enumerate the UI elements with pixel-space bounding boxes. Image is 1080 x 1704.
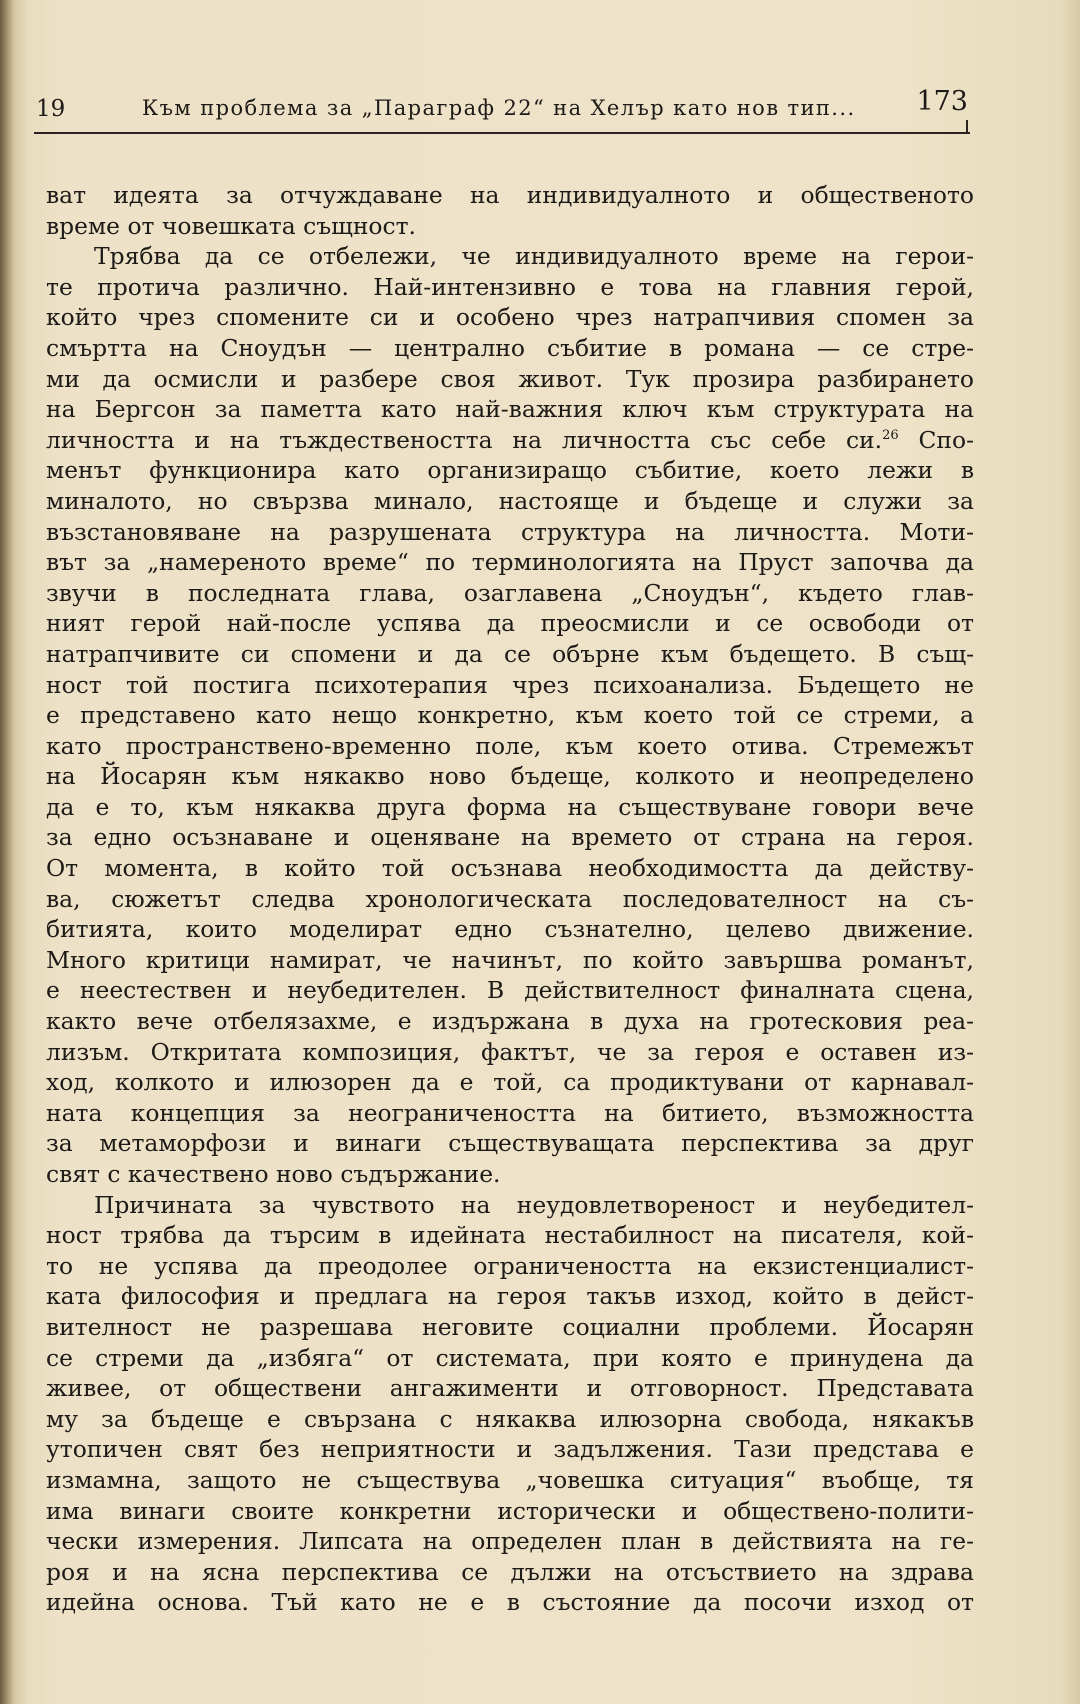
body-text	[46, 180, 974, 1618]
text-line: Трябва да се отбележи, че индивидуалното време на герои-	[94, 242, 974, 271]
text-line: ми да осмисли и разбере своя живот. Тук прозира разбирането	[46, 364, 974, 393]
text-line: натрапчивите си спомени и да се обърне към бъдещето. В същ-	[46, 639, 974, 668]
text-line: както вече отбелязахме, е издържана в духа на гротесковия реа-	[46, 1007, 974, 1036]
text-line: е представено като нещо конкретно, към което той се стреми, а	[46, 701, 974, 730]
footnote-reference: 26	[882, 427, 899, 443]
text-line: ната концепция за неограничеността на битието, възможността	[46, 1098, 974, 1127]
text-line: то не успява да преодолее ограничеността на екзистенциалист-	[46, 1251, 974, 1280]
running-title: Към проблема за „Параграф 22“ на Хелър като нов тип...	[142, 96, 856, 120]
text-line: идейна основа. Тъй като не е в състояние да посочи изход от	[46, 1588, 974, 1617]
text-line: вът за „намереното време“ по терминологията на Пруст започва да	[46, 548, 974, 577]
page-header	[36, 86, 976, 126]
text-line-part: личността и на тъждествеността на личността със себе си.	[46, 425, 883, 454]
text-line: ват идеята за отчуждаване на индивидуалното и общественото	[46, 181, 974, 209]
text-line: е неестествен и неубедителен. В действителност финалната сцена,	[46, 976, 974, 1005]
page-number-right: 173	[916, 86, 968, 117]
text-line: звучи в последната глава, озаглавена „Сноудън“, където глав-	[46, 578, 974, 607]
text-line: Причината за чувството на неудовлетвореност и неубедител-	[94, 1190, 974, 1219]
text-line: за метаморфози и винаги съществуващата перспектива за друг	[46, 1129, 974, 1158]
text-line: свят с качествено ново съдържание.	[46, 1160, 501, 1188]
text-line: ката философия и предлага на героя такъв изход, който в дейст-	[46, 1282, 974, 1311]
text-line-with-footnote	[46, 425, 974, 456]
text-line: на Бергсон за паметта като най-важния ключ към структурата на	[46, 395, 974, 424]
text-line: да е то, към някаква друга форма на съществуване говори вече	[46, 792, 974, 821]
text-line: време от човешката същност.	[46, 211, 416, 240]
header-rule	[34, 132, 970, 134]
header-rule-end	[966, 120, 968, 134]
text-line: има винаги своите конкретни исторически и обществено-полити-	[46, 1496, 974, 1525]
text-line: утопичен свят без неприятности и задължения. Тази представа е	[46, 1435, 974, 1464]
text-line: миналото, но свързва минало, настояще и бъдеще и служи за	[46, 486, 974, 515]
text-line: От момента, в който той осъзнава необходимостта да действу-	[46, 854, 974, 883]
text-line: вителност не разрешава неговите социални проблеми. Йосарян	[46, 1312, 974, 1341]
text-line: който чрез спомените си и особено чрез натрапчивия спомен за	[46, 303, 974, 332]
text-line: битията, които моделират едно съзнателно, целево движение.	[46, 915, 974, 944]
text-line: ва, сюжетът следва хронологическата последователност на съ-	[46, 884, 974, 913]
text-line: ход, колкото и илюзорен да е той, са продиктувани от карнавал-	[46, 1068, 974, 1097]
text-line: на Йосарян към някакво ново бъдеще, колкото и неопределено	[46, 762, 974, 791]
text-line: Много критици намират, че начинът, по който завършва романът,	[46, 945, 974, 974]
text-line: за едно осъзнаване и оценяване на времето от страна на героя.	[46, 823, 974, 852]
text-line: ният герой най-после успява да преосмисли и се освободи от	[46, 609, 974, 638]
text-line: ност той постига психотерапия чрез психоанализа. Бъдещето не	[46, 670, 974, 699]
text-line: измамна, защото не съществува „човешка ситуация“ въобще, тя	[46, 1465, 974, 1494]
text-line: менът функционира като организиращо събитие, което лежи в	[46, 456, 974, 485]
text-line: като пространствено-временно поле, към което отива. Стремежът	[46, 731, 974, 760]
text-line: ност трябва да търсим в идейната нестабилност на писателя, кой-	[46, 1221, 974, 1250]
text-line: се стреми да „избяга“ от системата, при която е принудена да	[46, 1343, 974, 1372]
text-line: възстановяване на разрушената структура на личността. Моти-	[46, 517, 974, 546]
text-line: лизъм. Откритата композиция, фактът, че за героя е оставен из-	[46, 1037, 974, 1066]
text-line-part: Спо-	[918, 425, 974, 454]
text-line: му за бъдеще е свързана с някаква илюзорна свобода, някакъв	[46, 1404, 974, 1433]
text-line: роя и на ясна перспектива се дължи на отсъствието на здрава	[46, 1557, 974, 1586]
text-line: чески измерения. Липсата на определен план в действията на ге-	[46, 1527, 974, 1556]
text-line: живее, от обществени ангажименти и отговорност. Представата	[46, 1374, 974, 1403]
text-line: те протича различно. Най-интензивно е това на главния герой,	[46, 272, 974, 301]
text-line: смъртта на Сноудън — централно събитие в романа — се стре-	[46, 333, 974, 362]
page-number-left: 19	[36, 96, 66, 122]
